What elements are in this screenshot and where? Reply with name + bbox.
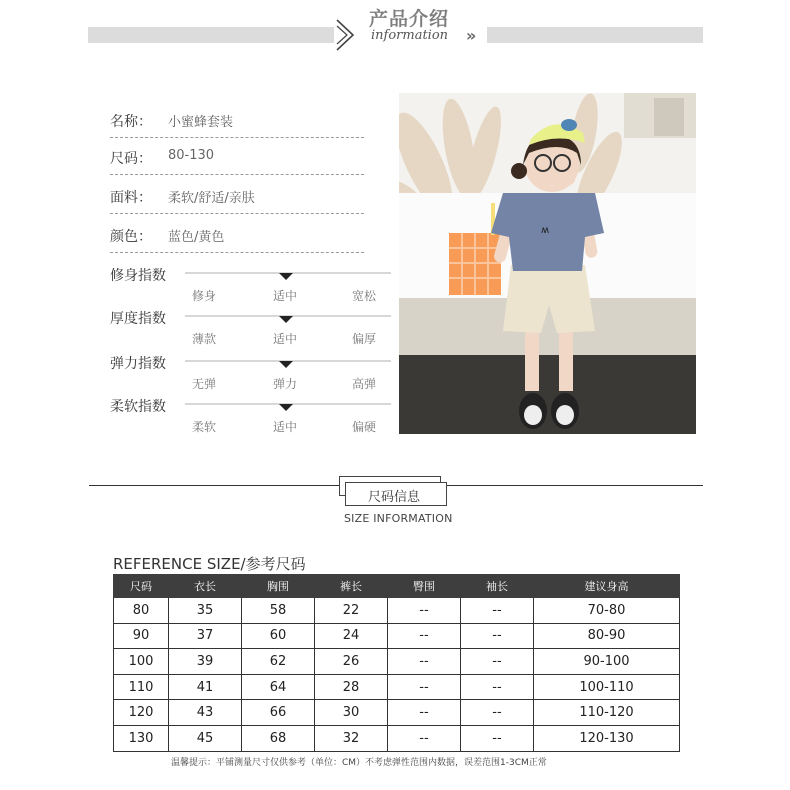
table-cell: 43 bbox=[169, 700, 242, 726]
product-photo bbox=[399, 93, 696, 434]
svg-text:ʍ: ʍ bbox=[541, 225, 550, 236]
table-cell: -- bbox=[388, 598, 461, 624]
table-cell: -- bbox=[461, 598, 534, 624]
arrow-right-icon bbox=[334, 18, 358, 52]
table-row bbox=[114, 598, 680, 624]
table-cell: -- bbox=[388, 649, 461, 675]
info-value: 蓝色/黄色 bbox=[168, 230, 225, 245]
table-cell: 45 bbox=[169, 725, 242, 751]
column-header: 尺码 bbox=[114, 575, 169, 598]
info-row-name bbox=[110, 111, 364, 149]
table-cell: 58 bbox=[242, 598, 315, 624]
table-cell: 32 bbox=[315, 725, 388, 751]
table-cell: 62 bbox=[242, 649, 315, 675]
dashed-divider bbox=[110, 252, 364, 253]
column-header: 建议身高 bbox=[534, 575, 680, 598]
index-option: 弹力 bbox=[273, 377, 298, 391]
dashed-divider bbox=[110, 174, 364, 175]
table-cell: -- bbox=[388, 725, 461, 751]
index-option: 宽松 bbox=[352, 289, 377, 303]
table-cell: 70-80 bbox=[534, 598, 680, 624]
table-cell: 110-120 bbox=[534, 700, 680, 726]
table-cell: 28 bbox=[315, 674, 388, 700]
index-label: 柔软指数 bbox=[110, 399, 166, 415]
softness-index bbox=[110, 396, 390, 440]
table-cell: -- bbox=[461, 725, 534, 751]
table-cell: 37 bbox=[169, 623, 242, 649]
column-header: 胸围 bbox=[242, 575, 315, 598]
table-cell: 90 bbox=[114, 623, 169, 649]
table-cell: 120 bbox=[114, 700, 169, 726]
index-option: 修身 bbox=[192, 289, 217, 303]
page-subtitle: information bbox=[371, 28, 449, 43]
table-cell: 80-90 bbox=[534, 623, 680, 649]
info-label: 面料： bbox=[110, 190, 152, 206]
index-option: 高弹 bbox=[352, 377, 377, 391]
dashed-divider bbox=[110, 137, 364, 138]
table-cell: -- bbox=[461, 700, 534, 726]
info-label: 颜色： bbox=[110, 229, 152, 245]
index-marker-icon bbox=[279, 361, 293, 368]
column-header: 臀围 bbox=[388, 575, 461, 598]
thickness-index bbox=[110, 308, 390, 352]
double-chevron-icon: » bbox=[466, 26, 477, 45]
index-option: 偏硬 bbox=[352, 420, 377, 434]
table-row bbox=[114, 674, 680, 700]
table-cell: 68 bbox=[242, 725, 315, 751]
dashed-divider bbox=[110, 213, 364, 214]
info-label: 名称： bbox=[110, 114, 152, 130]
index-marker-icon bbox=[279, 316, 293, 323]
page-title: 产品介绍 bbox=[369, 8, 450, 30]
index-option: 适中 bbox=[273, 289, 298, 303]
table-cell: -- bbox=[461, 623, 534, 649]
table-cell: 110 bbox=[114, 674, 169, 700]
table-cell: 130 bbox=[114, 725, 169, 751]
size-table bbox=[113, 574, 680, 752]
table-cell: 66 bbox=[242, 700, 315, 726]
table-cell: -- bbox=[388, 623, 461, 649]
table-cell: 60 bbox=[242, 623, 315, 649]
info-row-fabric bbox=[110, 187, 364, 225]
table-row bbox=[114, 623, 680, 649]
index-option: 适中 bbox=[273, 420, 298, 434]
table-cell: 64 bbox=[242, 674, 315, 700]
index-label: 修身指数 bbox=[110, 268, 166, 284]
info-row-color bbox=[110, 226, 364, 264]
table-cell: 100-110 bbox=[534, 674, 680, 700]
measurement-note: 温馨提示：平铺测量尺寸仅供参考（单位：CM）不考虑弹性范围内数据，误差范围1-3CM正常 bbox=[171, 758, 547, 768]
header-bar-left bbox=[88, 27, 334, 43]
table-cell: 41 bbox=[169, 674, 242, 700]
column-header: 裤长 bbox=[315, 575, 388, 598]
header-bar-right bbox=[487, 27, 703, 43]
info-value: 柔软/舒适/亲肤 bbox=[168, 191, 255, 206]
table-row bbox=[114, 649, 680, 675]
index-option: 适中 bbox=[273, 332, 298, 346]
info-value: 80-130 bbox=[168, 148, 215, 163]
index-option: 薄款 bbox=[192, 332, 217, 346]
table-cell: -- bbox=[388, 700, 461, 726]
table-cell: 22 bbox=[315, 598, 388, 624]
info-label: 尺码： bbox=[110, 151, 152, 167]
table-row bbox=[114, 700, 680, 726]
index-option: 柔软 bbox=[192, 420, 217, 434]
table-cell: -- bbox=[461, 674, 534, 700]
index-label: 厚度指数 bbox=[110, 311, 166, 327]
index-option: 无弹 bbox=[192, 377, 217, 391]
table-cell: -- bbox=[388, 674, 461, 700]
table-cell: 24 bbox=[315, 623, 388, 649]
size-section-title: 尺码信息 bbox=[368, 490, 421, 505]
table-cell: 120-130 bbox=[534, 725, 680, 751]
table-cell: 90-100 bbox=[534, 649, 680, 675]
table-row bbox=[114, 725, 680, 751]
column-header: 袖长 bbox=[461, 575, 534, 598]
index-option: 偏厚 bbox=[352, 332, 377, 346]
table-cell: 80 bbox=[114, 598, 169, 624]
index-marker-icon bbox=[279, 404, 293, 411]
table-cell: 30 bbox=[315, 700, 388, 726]
size-section-subtitle: SIZE INFORMATION bbox=[344, 512, 453, 525]
table-cell: 39 bbox=[169, 649, 242, 675]
info-value: 小蜜蜂套装 bbox=[168, 115, 234, 130]
table-header-row bbox=[114, 575, 680, 598]
table-cell: 100 bbox=[114, 649, 169, 675]
index-marker-icon bbox=[279, 273, 293, 280]
table-cell: -- bbox=[461, 649, 534, 675]
elasticity-index bbox=[110, 353, 390, 397]
product-photo-illustration bbox=[399, 93, 696, 434]
fit-index bbox=[110, 265, 390, 309]
table-cell: 35 bbox=[169, 598, 242, 624]
info-row-size bbox=[110, 148, 364, 186]
table-cell: 26 bbox=[315, 649, 388, 675]
column-header: 衣长 bbox=[169, 575, 242, 598]
index-label: 弹力指数 bbox=[110, 356, 166, 372]
reference-size-title: REFERENCE SIZE/参考尺码 bbox=[113, 555, 306, 573]
